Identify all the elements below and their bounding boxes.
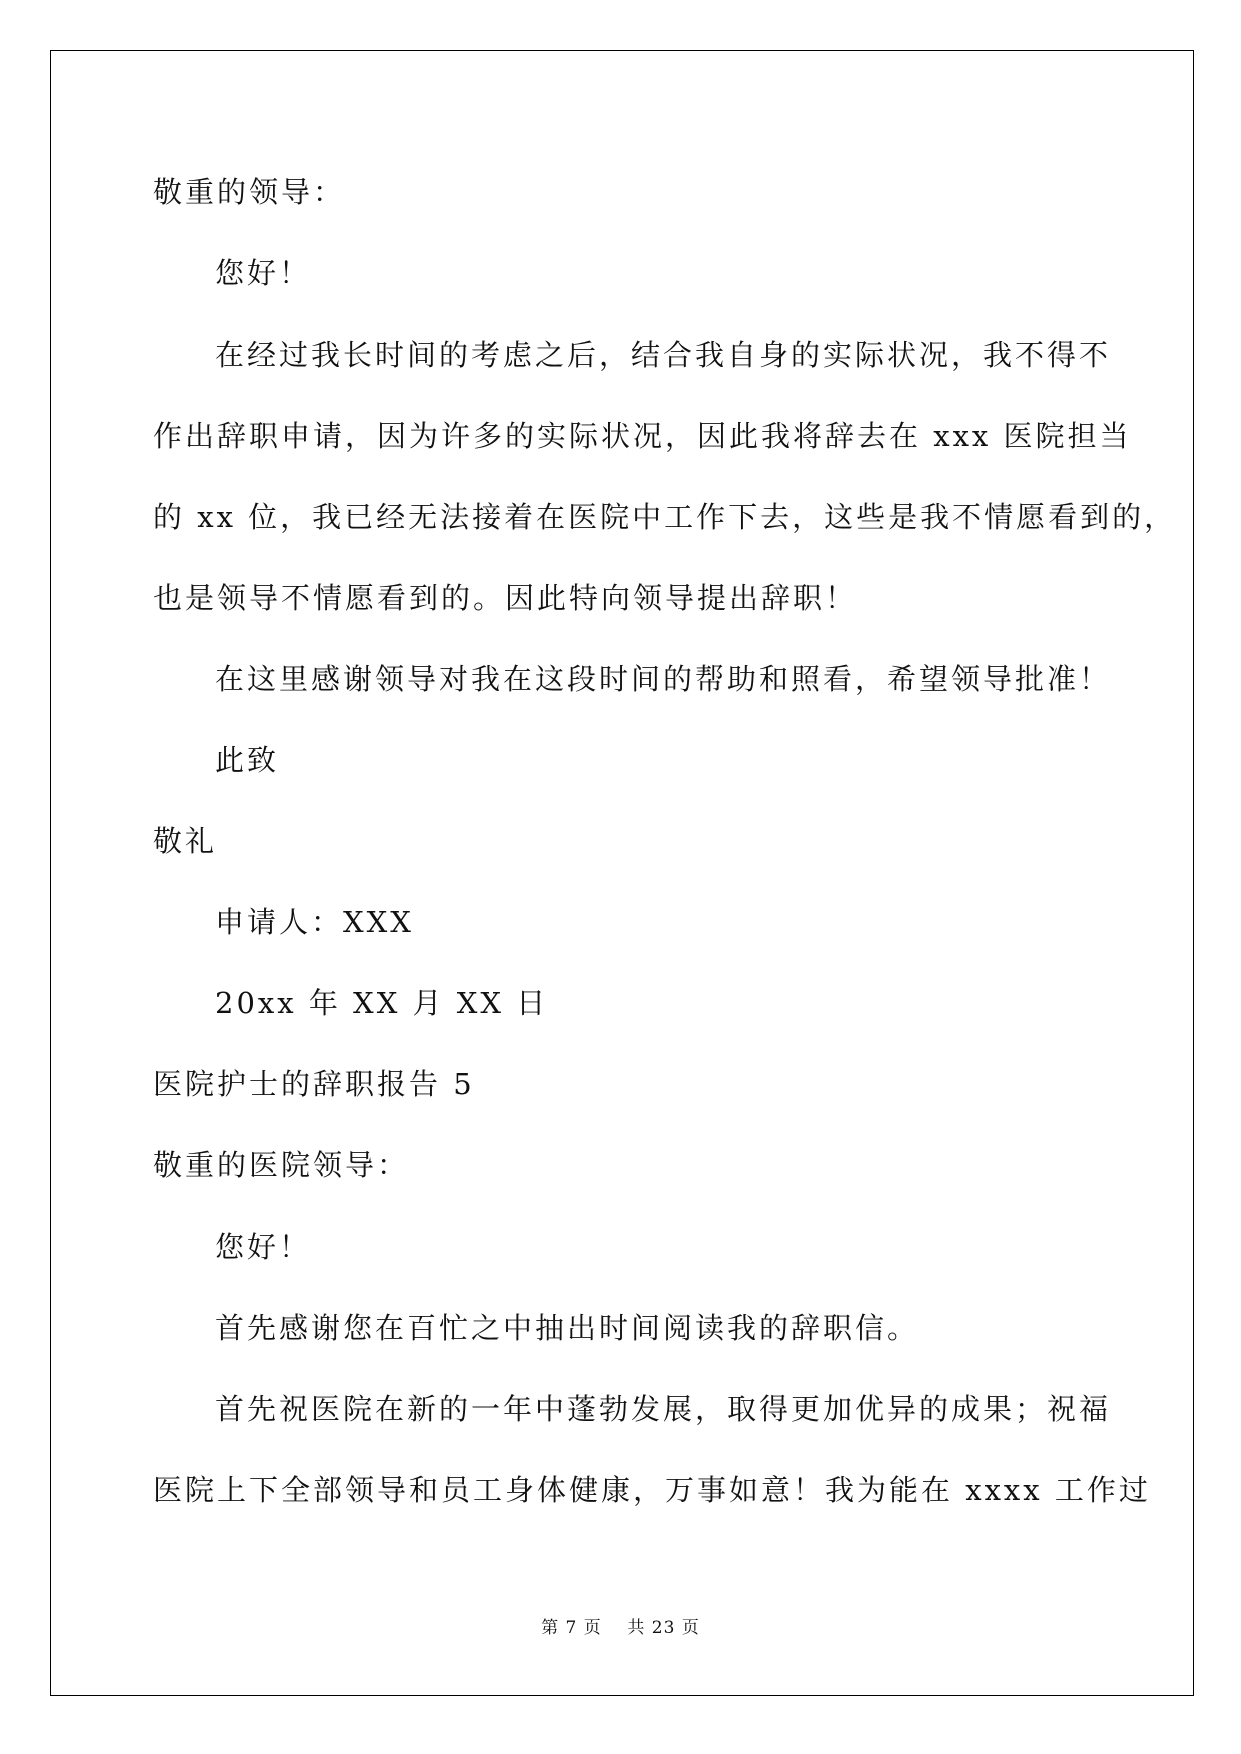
salutation: 敬重的医院领导： [153, 1148, 410, 1182]
salutation: 敬重的领导： [153, 175, 346, 209]
date: 20xx 年 XX 月 XX 日 [215, 986, 549, 1020]
greeting: 您好！ [215, 256, 312, 290]
page-footer: 第 7 页 共 23 页 [541, 1618, 700, 1638]
section-title: 医院护士的辞职报告 5 [153, 1067, 475, 1101]
body-paragraph-line: 在这里感谢领导对我在这段时间的帮助和照看，希望领导批准！ [215, 662, 1112, 696]
closing: 此致 [215, 743, 280, 777]
body-paragraph-line: 首先感谢您在百忙之中抽出时间阅读我的辞职信。 [215, 1311, 920, 1345]
body-paragraph-line: 作出辞职申请，因为许多的实际状况，因此我将辞去在 xxx 医院担当 [153, 419, 1132, 453]
page-border [50, 50, 1194, 1696]
body-paragraph-line: 医院上下全部领导和员工身体健康，万事如意！我为能在 xxxx 工作过 [153, 1473, 1151, 1507]
closing-regards: 敬礼 [153, 824, 218, 858]
applicant: 申请人：XXX [215, 905, 414, 939]
greeting: 您好！ [215, 1230, 312, 1264]
body-paragraph-line: 的 xx 位，我已经无法接着在医院中工作下去，这些是我不情愿看到的， [153, 500, 1177, 534]
body-paragraph-line: 在经过我长时间的考虑之后，结合我自身的实际状况，我不得不 [215, 338, 1112, 372]
body-paragraph-line: 首先祝医院在新的一年中蓬勃发展，取得更加优异的成果；祝福 [215, 1392, 1112, 1426]
body-paragraph-line: 也是领导不情愿看到的。因此特向领导提出辞职！ [153, 581, 858, 615]
